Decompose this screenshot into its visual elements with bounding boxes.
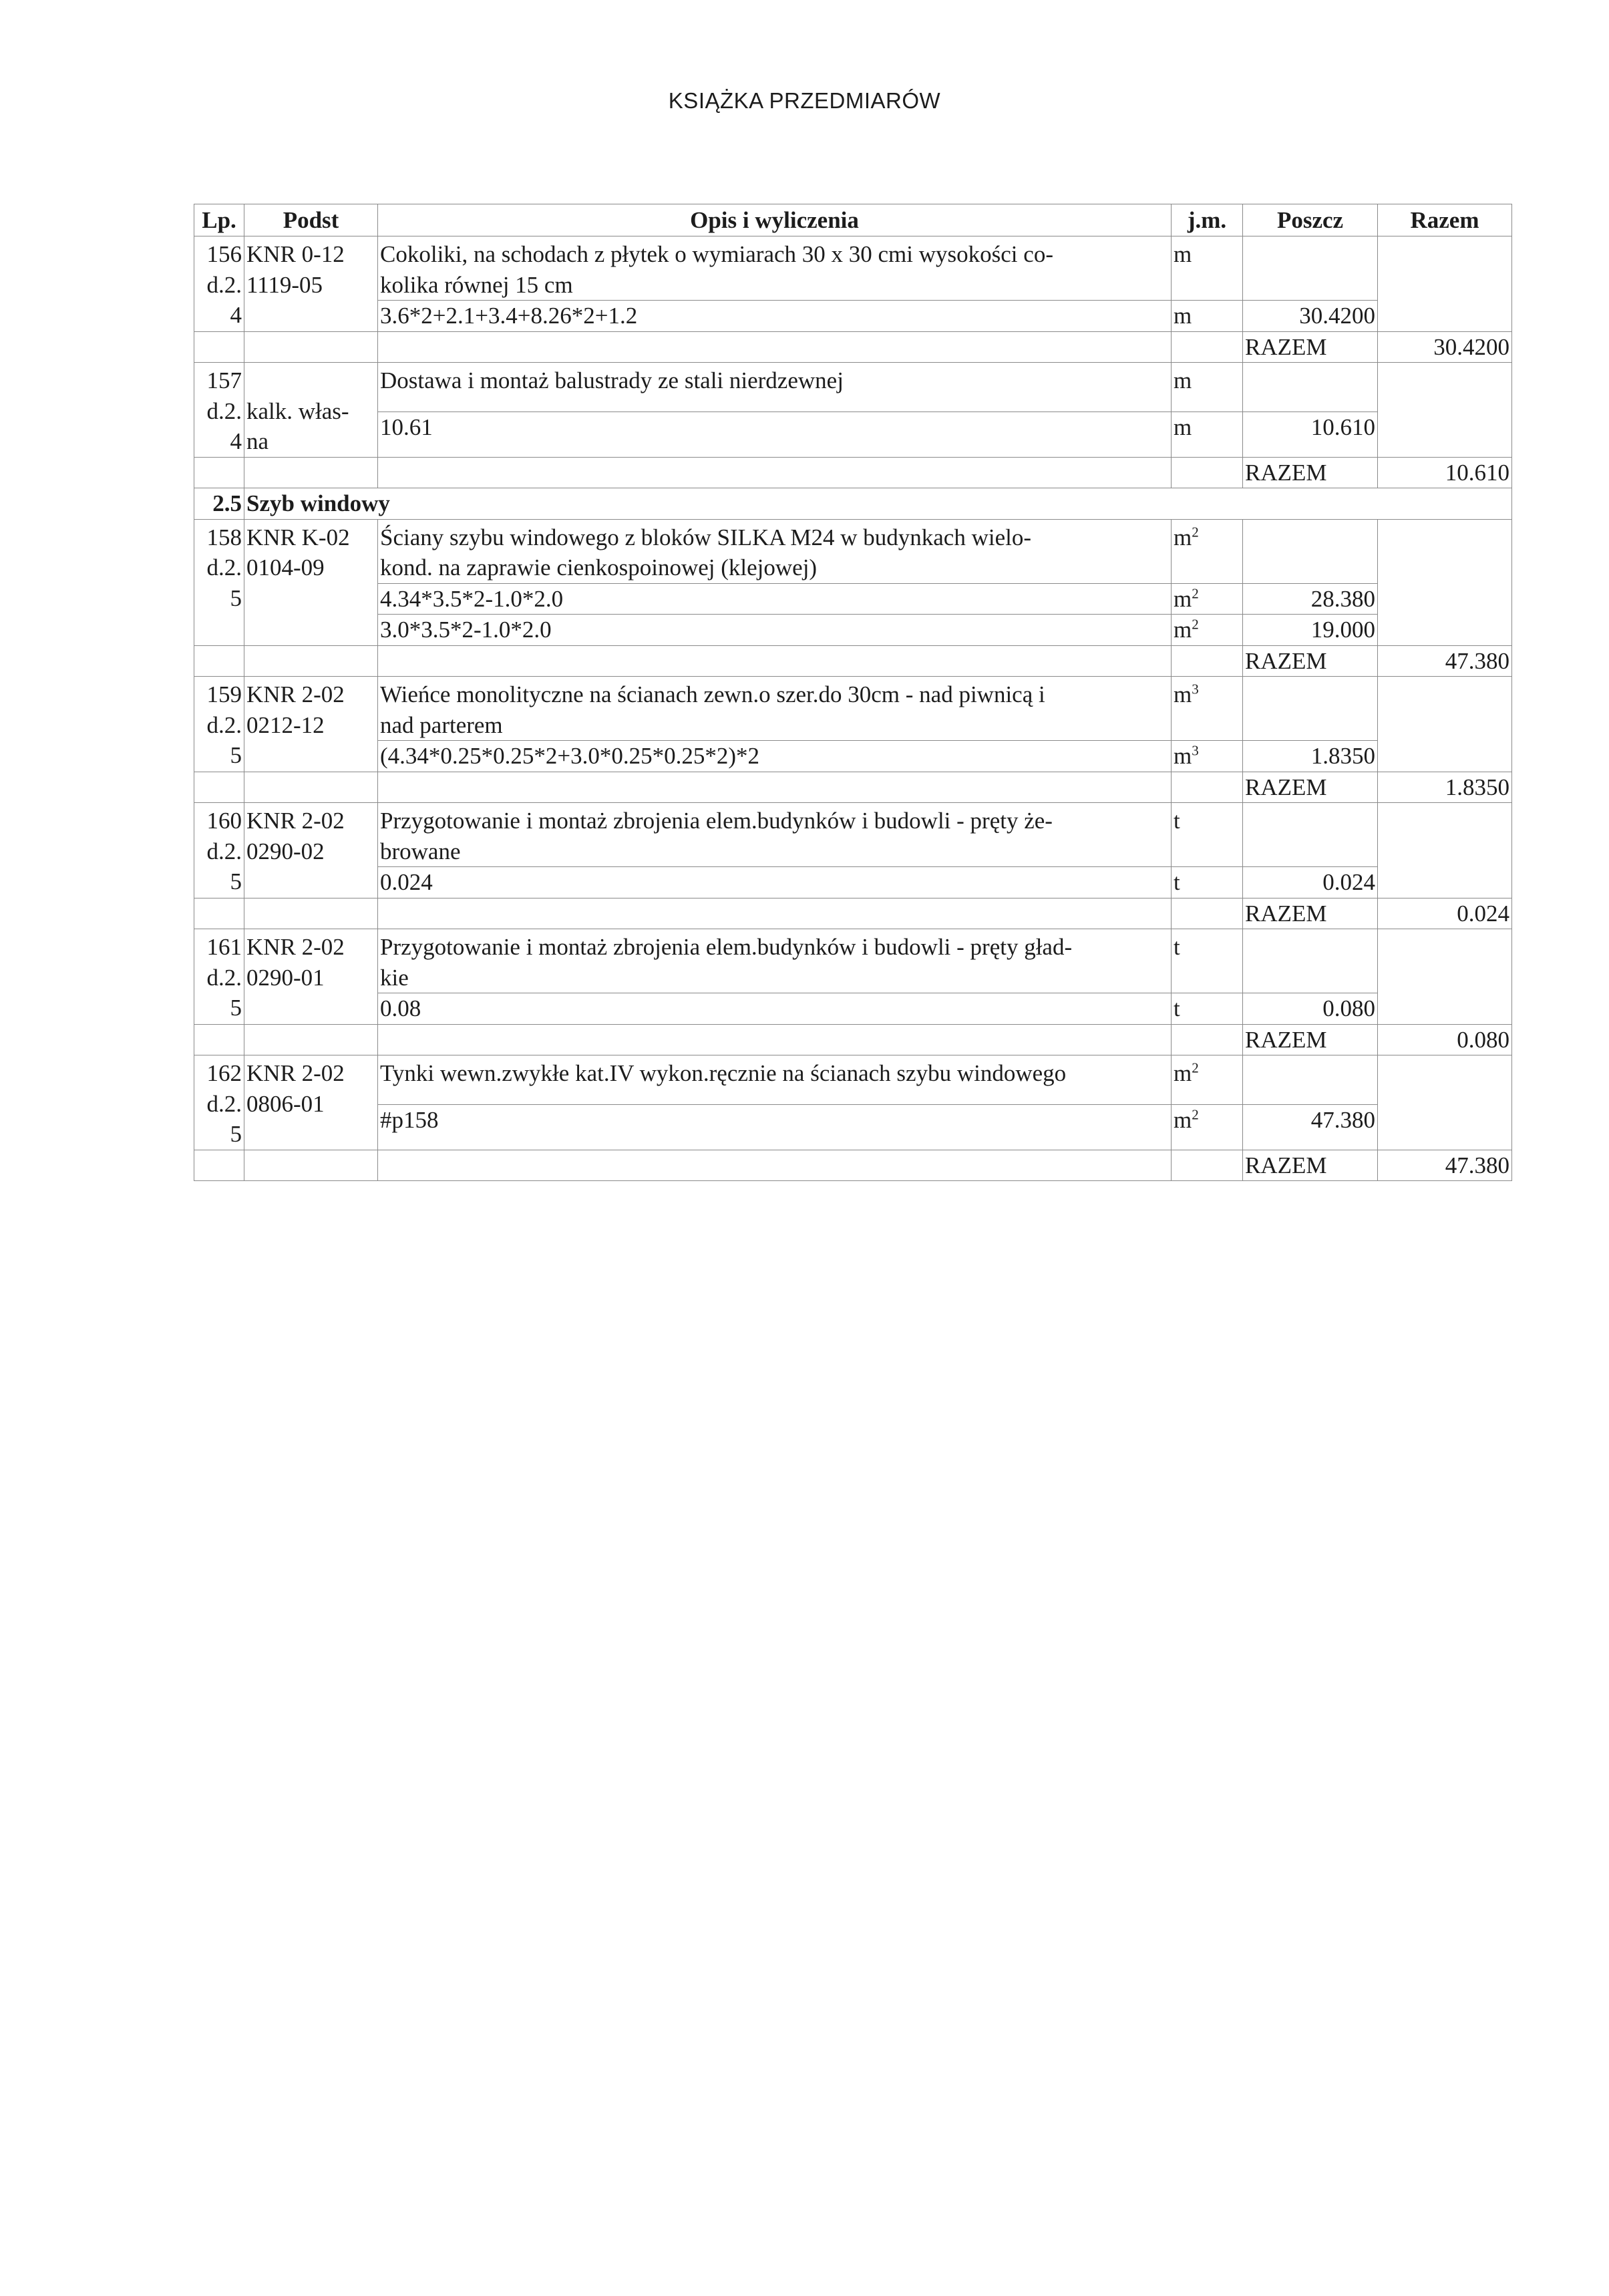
- item-lp: 161 d.2. 5: [194, 929, 244, 1025]
- razem-label: RAZEM: [1243, 898, 1378, 929]
- calc-row: [194, 615, 1512, 646]
- table-row: [194, 363, 1512, 412]
- table-header-row: [194, 204, 1512, 236]
- item-lp: 156 d.2. 4: [194, 236, 244, 332]
- section-title: Szyb windowy: [244, 488, 1512, 520]
- table-row: [194, 803, 1512, 867]
- item-unit: m: [1172, 236, 1243, 301]
- section-row: [194, 488, 1512, 520]
- item-description: Przygotowanie i montaż zbrojenia elem.budynków i budowli - pręty gład- kie: [378, 929, 1172, 993]
- item-unit: $m^3$: [1172, 677, 1243, 741]
- item-lp: 160 d.2. 5: [194, 803, 244, 898]
- item-unit: t: [1172, 929, 1243, 993]
- razem-label: RAZEM: [1243, 645, 1378, 677]
- item-lp: 159 d.2. 5: [194, 677, 244, 772]
- calc-formula: 0.08: [378, 993, 1172, 1025]
- header-opis: Opis i wyliczenia: [378, 204, 1172, 236]
- item-lp: 162 d.2. 5: [194, 1055, 244, 1150]
- calc-unit: $m^2$: [1172, 1104, 1243, 1150]
- calc-formula: 4.34*3.5*2-1.0*2.0: [378, 583, 1172, 615]
- table-row: [194, 677, 1512, 741]
- calc-formula: 3.0*3.5*2-1.0*2.0: [378, 615, 1172, 646]
- razem-label: RAZEM: [1243, 1024, 1378, 1055]
- header-podst: Podst: [244, 204, 378, 236]
- item-description: Cokoliki, na schodach z płytek o wymiarach 30 x 30 cmi wysokości co- kolika równej 15 cm: [378, 236, 1172, 301]
- calc-row: [194, 993, 1512, 1025]
- item-description: Przygotowanie i montaż zbrojenia elem.budynków i budowli - pręty że- browane: [378, 803, 1172, 867]
- item-description: Tynki wewn.zwykłe kat.IV wykon.ręcznie na ścianach szybu windowego: [378, 1055, 1172, 1105]
- bill-of-quantities-table: [194, 204, 1512, 1181]
- sum-row: [194, 457, 1512, 488]
- section-number: 2.5: [194, 488, 244, 520]
- item-unit: m: [1172, 363, 1243, 412]
- calc-formula: 10.61: [378, 412, 1172, 457]
- item-description: Dostawa i montaż balustrady ze stali nierdzewnej: [378, 363, 1172, 412]
- calc-poszcz: 0.024: [1243, 867, 1378, 898]
- calc-poszcz: 28.380: [1243, 583, 1378, 615]
- sum-row: [194, 1024, 1512, 1055]
- header-poszcz: Poszcz: [1243, 204, 1378, 236]
- razem-value: 1.8350: [1378, 772, 1512, 803]
- calc-formula: 3.6*2+2.1+3.4+8.26*2+1.2: [378, 301, 1172, 332]
- item-lp: 158 d.2. 5: [194, 519, 244, 645]
- table-row: [194, 929, 1512, 993]
- sum-row: [194, 331, 1512, 363]
- calc-formula: (4.34*0.25*0.25*2+3.0*0.25*0.25*2)*2: [378, 741, 1172, 772]
- razem-value: 47.380: [1378, 1150, 1512, 1181]
- header-jm: j.m.: [1172, 204, 1243, 236]
- calc-row: [194, 741, 1512, 772]
- calc-poszcz: 47.380: [1243, 1104, 1378, 1150]
- calc-row: [194, 583, 1512, 615]
- razem-value: 10.610: [1378, 457, 1512, 488]
- item-description: Ściany szybu windowego z bloków SILKA M24 w budynkach wielo- kond. na zaprawie cienkospoinowej (klejowej): [378, 519, 1172, 583]
- razem-value: 47.380: [1378, 645, 1512, 677]
- item-podst: KNR 2-02 0212-12: [244, 677, 378, 772]
- item-unit: $m^2$: [1172, 1055, 1243, 1105]
- table-row: [194, 236, 1512, 301]
- item-podst: KNR K-02 0104-09: [244, 519, 378, 645]
- calc-formula: 0.024: [378, 867, 1172, 898]
- item-unit: $m^2$: [1172, 519, 1243, 583]
- item-unit: t: [1172, 803, 1243, 867]
- item-podst: KNR 2-02 0290-01: [244, 929, 378, 1025]
- item-podst: kalk. włas- na: [244, 363, 378, 458]
- calc-unit: $m^2$: [1172, 615, 1243, 646]
- calc-poszcz: 30.4200: [1243, 301, 1378, 332]
- sum-row: [194, 645, 1512, 677]
- razem-label: RAZEM: [1243, 1150, 1378, 1181]
- calc-poszcz: 10.610: [1243, 412, 1378, 457]
- razem-label: RAZEM: [1243, 331, 1378, 363]
- sum-row: [194, 898, 1512, 929]
- page-title: KSIĄŻKA PRZEDMIARÓW: [668, 88, 941, 113]
- item-description: Wieńce monolityczne na ścianach zewn.o szer.do 30cm - nad piwnicą i nad parterem: [378, 677, 1172, 741]
- calc-unit: $m^2$: [1172, 583, 1243, 615]
- razem-label: RAZEM: [1243, 457, 1378, 488]
- table-row: [194, 1055, 1512, 1105]
- calc-poszcz: 19.000: [1243, 615, 1378, 646]
- item-podst: KNR 2-02 0806-01: [244, 1055, 378, 1150]
- sum-row: [194, 1150, 1512, 1181]
- calc-row: [194, 867, 1512, 898]
- item-podst: KNR 0-12 1119-05: [244, 236, 378, 332]
- calc-row: [194, 301, 1512, 332]
- header-razem: Razem: [1378, 204, 1512, 236]
- item-lp: 157 d.2. 4: [194, 363, 244, 458]
- calc-unit: m: [1172, 301, 1243, 332]
- calc-formula: #p158: [378, 1104, 1172, 1150]
- calc-poszcz: 1.8350: [1243, 741, 1378, 772]
- calc-unit: t: [1172, 867, 1243, 898]
- sum-row: [194, 772, 1512, 803]
- razem-value: 0.080: [1378, 1024, 1512, 1055]
- calc-unit: m: [1172, 412, 1243, 457]
- header-lp: Lp.: [194, 204, 244, 236]
- calc-row: [194, 412, 1512, 457]
- table-row: [194, 519, 1512, 583]
- razem-label: RAZEM: [1243, 772, 1378, 803]
- calc-unit: t: [1172, 993, 1243, 1025]
- razem-value: 30.4200: [1378, 331, 1512, 363]
- razem-value: 0.024: [1378, 898, 1512, 929]
- calc-row: [194, 1104, 1512, 1150]
- calc-poszcz: 0.080: [1243, 993, 1378, 1025]
- item-podst: KNR 2-02 0290-02: [244, 803, 378, 898]
- calc-unit: $m^3$: [1172, 741, 1243, 772]
